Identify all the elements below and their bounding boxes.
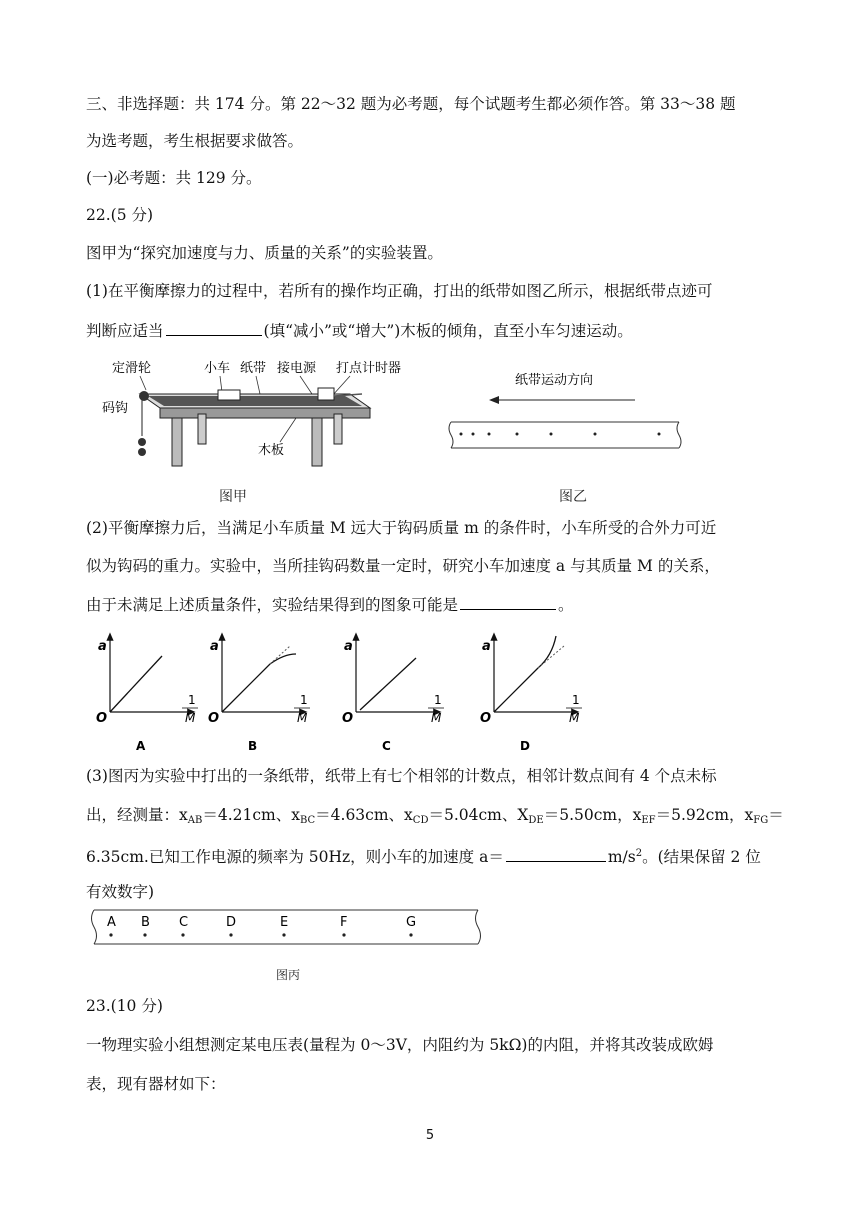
label-pulley: 定滑轮 (112, 361, 152, 376)
tape-point-label-e: E (280, 915, 289, 930)
graph-d-y-label: a (482, 639, 491, 654)
graph-d-x-num: 1 (572, 693, 580, 707)
graph-b-origin: O (208, 711, 220, 726)
label-timer: 打点计时器 (336, 361, 402, 376)
graph-d-option-label: D (520, 739, 530, 753)
graph-a-x-num: 1 (188, 693, 196, 707)
q22-part1-line-1: (1)在平衡摩擦力的过程中，若所有的操作均正确，打出的纸带如图乙所示，根据纸带点迹可 (86, 282, 713, 300)
q22-part3-line-4: 有效数字) (86, 883, 155, 901)
q23-line-1: 一物理实验小组想测定某电压表(量程为 0～3V，内阻约为 5kΩ)的内阻，并将其改装成欧姆 (86, 1036, 714, 1054)
q23-line-2: 表，现有器材如下： (86, 1075, 226, 1093)
graph-c-option-label: C (382, 739, 391, 753)
tape-point-label-g: G (406, 915, 417, 930)
required-questions-heading: (一)必考题：共 129 分。 (86, 169, 262, 187)
figure-jia-caption: 图甲 (219, 489, 247, 505)
graph-a-y-label: a (98, 639, 107, 654)
figure-yi-caption: 图乙 (559, 489, 587, 505)
figure-jia-apparatus (100, 356, 430, 476)
graph-a (96, 636, 198, 753)
tape-point-label-c: C (179, 915, 189, 930)
graph-d-origin: O (480, 711, 492, 726)
graph-a-x-den: M (185, 711, 196, 725)
graph-a-origin: O (96, 711, 108, 726)
page-number: 5 (425, 1128, 435, 1143)
graph-c-origin: O (342, 711, 354, 726)
q22-part3-line-3: 6.35cm.已知工作电源的频率为 50Hz，则小车的加速度 $a= m/s^2$。(结果保留 2 位 (86, 848, 761, 867)
q22-part2-line-2: 似为钩码的重力。实验中，当所挂钩码数量一定时，研究小车加速度 a 与其质量 M 的关系， (86, 557, 720, 575)
tape-point-label-d: D (226, 915, 237, 930)
graph-c-x-num: 1 (434, 693, 442, 707)
q22-part2-line-3: 由于未满足上述质量条件，实验结果得到的图象可能是 。 (86, 596, 574, 614)
graph-b-y-label: a (210, 639, 219, 654)
label-hook: 码钩 (102, 401, 129, 416)
tape-point-label-b: B (141, 915, 150, 930)
answer-blank-1 (166, 320, 262, 336)
graph-options (86, 630, 606, 754)
section-heading-line-2: 为选考题，考生根据要求做答。 (86, 132, 304, 150)
answer-blank-2 (460, 594, 556, 610)
graph-d (480, 636, 582, 753)
graph-c (342, 636, 444, 753)
q22-part1-line-2: 判断应适当 (填“减小”或“增大”)木板的倾角，直至小车匀速运动。 (86, 322, 633, 340)
tape-direction-label: 纸带运动方向 (515, 373, 594, 388)
q22-part3-line-1: (3)图丙为实验中打出的一条纸带，纸带上有七个相邻的计数点，相邻计数点间有 4 个点未标 (86, 767, 717, 785)
section-heading-line-1: 三、非选择题：共 174 分。第 22～32 题为必考题，每个试题考生都必须作答。第 33～38 题 (86, 95, 736, 113)
graph-a-option-label: A (136, 739, 146, 753)
tape-point-label-a: A (107, 915, 116, 930)
label-board: 木板 (258, 443, 285, 458)
tape-point-label-f: F (340, 915, 348, 930)
graph-b-x-den: M (297, 711, 308, 725)
graph-b-x-num: 1 (300, 693, 308, 707)
figure-bing-tape (86, 908, 486, 948)
q22-header: 22.(5 分) (86, 206, 154, 224)
answer-blank-3 (506, 846, 606, 862)
label-tape: 纸带 (240, 361, 267, 376)
label-car: 小车 (204, 361, 231, 376)
label-power: 接电源 (277, 361, 317, 376)
q23-header: 23.(10 分) (86, 997, 163, 1015)
figure-yi-tape (445, 366, 685, 462)
graph-b-option-label: B (248, 739, 258, 753)
graph-b (208, 636, 310, 753)
q22-part3-line-2: 出，经测量：$x_{AB}=4.21cm$、$x_{BC}=4.63cm$、$x_{CD}=5.04cm$、$X_{DE}=5.50cm$，$x_{EF}=5.92cm$，$x_{FG}=$ (86, 806, 784, 826)
graph-d-x-den: M (569, 711, 580, 725)
q22-intro: 图甲为“探究加速度与力、质量的关系”的实验装置。 (86, 244, 443, 262)
figure-bing-caption: 图丙 (276, 968, 301, 982)
graph-c-y-label: a (344, 639, 353, 654)
q22-part2-line-1: (2)平衡摩擦力后，当满足小车质量 M 远大于钩码质量 m 的条件时，小车所受的合外力可近 (86, 519, 717, 537)
graph-c-x-den: M (431, 711, 442, 725)
